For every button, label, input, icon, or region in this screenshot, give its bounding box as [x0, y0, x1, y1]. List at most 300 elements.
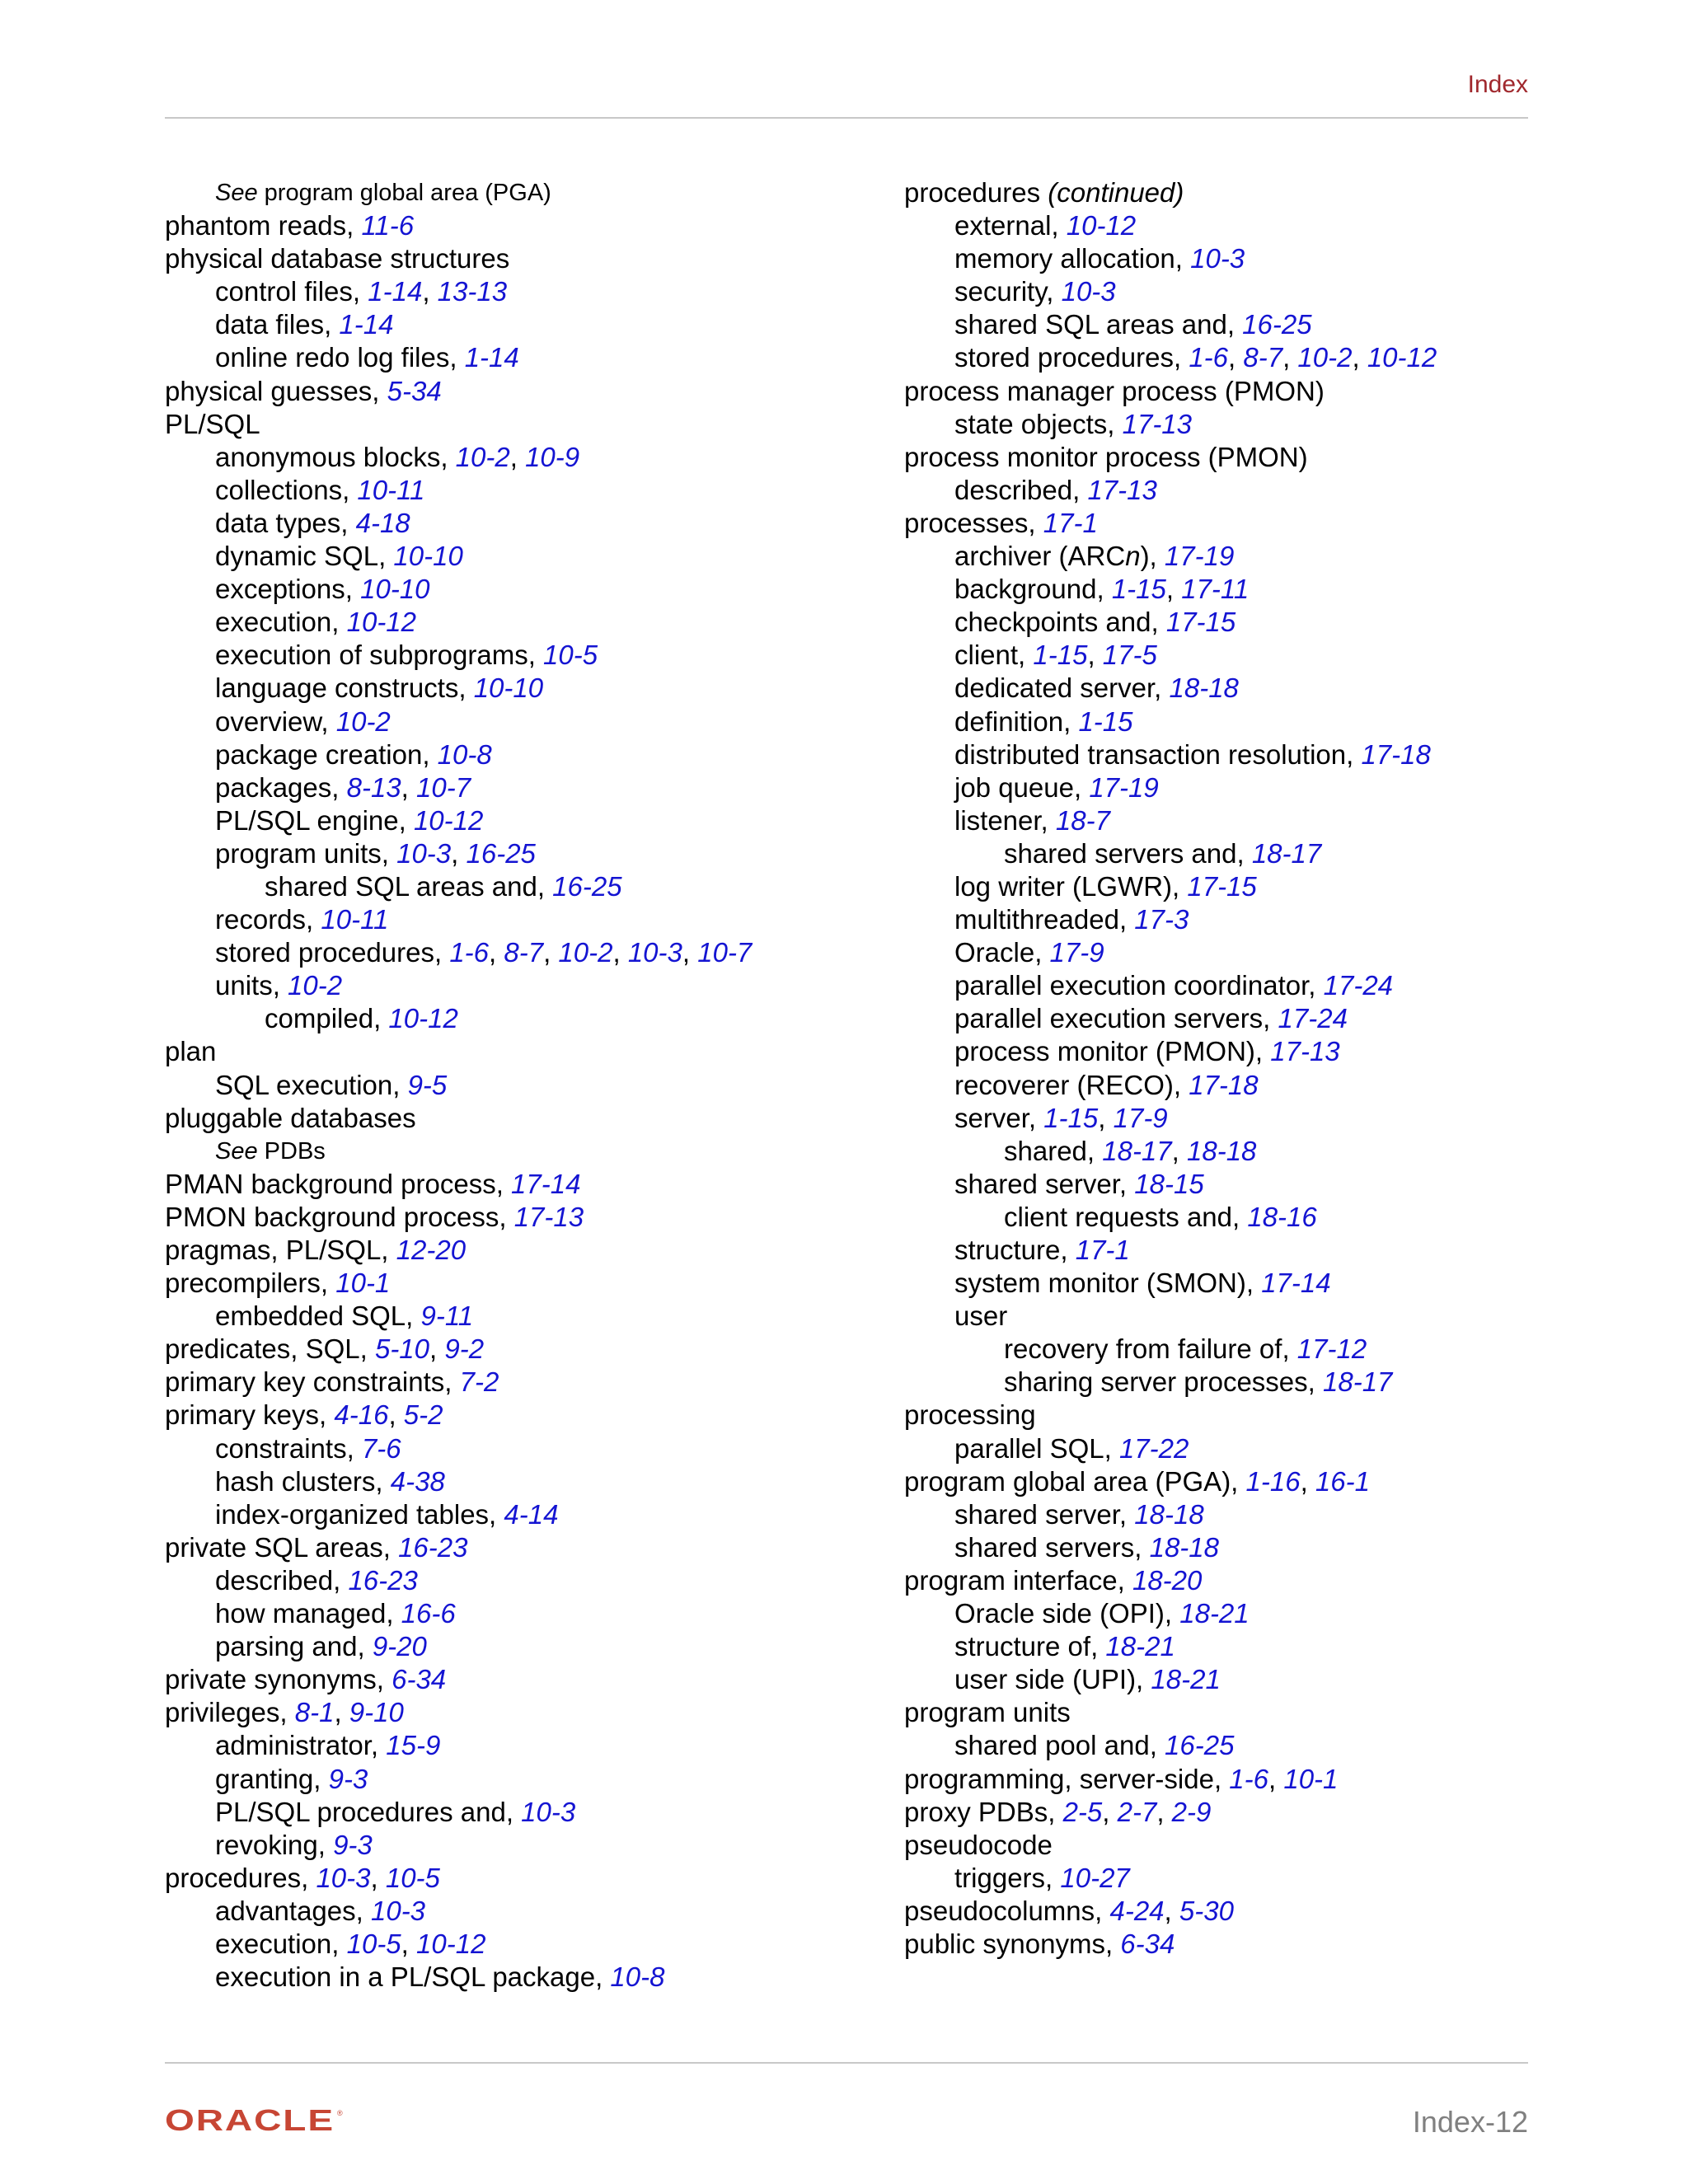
page-ref-link[interactable]: 18-18 [1149, 1531, 1219, 1563]
page-ref-link[interactable]: 1-15 [1078, 705, 1133, 737]
page-ref-link[interactable]: 18-20 [1132, 1564, 1203, 1596]
page-ref-link[interactable]: 16-6 [401, 1598, 456, 1629]
index-entry [165, 1531, 841, 1564]
page-ref-link[interactable]: 18-17 [1102, 1135, 1172, 1166]
page-ref-link[interactable]: 18-16 [1247, 1201, 1317, 1232]
index-subentry [904, 870, 1564, 903]
page-ref-link[interactable]: 10-5 [385, 1862, 440, 1893]
index-entry [165, 1663, 841, 1696]
index-subentry [904, 837, 1564, 870]
ref-separator: , [401, 1928, 417, 1959]
page-ref-link[interactable]: 2-5 [1062, 1796, 1103, 1827]
index-entry [904, 507, 1564, 540]
index-subentry [904, 1531, 1564, 1564]
entry-term: SQL execution, [215, 1069, 408, 1100]
page-ref-link[interactable]: 17-19 [1164, 541, 1235, 572]
entry-term: recovery from failure of, [1004, 1333, 1297, 1365]
entry-term: stored procedures, [215, 937, 450, 968]
page-ref-link[interactable]: 10-2 [1297, 342, 1353, 373]
index-subentry [904, 771, 1564, 804]
page-ref-link[interactable]: 10-12 [416, 1928, 486, 1959]
index-entry [165, 1399, 841, 1432]
page-ref-link[interactable]: 10-12 [413, 804, 484, 836]
page-ref-link[interactable]: 10-1 [335, 1268, 391, 1299]
page-ref-link[interactable]: 5-10 [374, 1333, 430, 1365]
page-ref-link[interactable]: 18-18 [1169, 673, 1239, 704]
page-ref-link[interactable]: 2-7 [1117, 1796, 1157, 1827]
index-entry [165, 1696, 841, 1729]
entry-term: overview, [215, 705, 336, 737]
index-subentry [904, 1300, 1564, 1333]
index-entry [904, 176, 1564, 209]
page-ref-link[interactable]: 10-12 [388, 1003, 458, 1034]
page-ref-link[interactable]: 1-6 [449, 937, 490, 968]
page-ref-link[interactable]: 16-23 [348, 1564, 418, 1596]
index-subentry [904, 1630, 1564, 1663]
index-entry [165, 408, 841, 441]
page-ref-link[interactable]: 17-13 [1122, 408, 1193, 439]
page-ref-link[interactable]: 4-24 [1109, 1895, 1165, 1926]
entry-term: exceptions, [215, 574, 361, 605]
index-subentry [904, 408, 1564, 441]
index-column-right [904, 176, 1564, 1961]
index-subentry [165, 1465, 841, 1498]
page-ref-link[interactable]: 10-3 [370, 1895, 426, 1926]
index-subentry [904, 573, 1564, 606]
index-entry [165, 1102, 841, 1135]
page-ref-link[interactable]: 10-9 [525, 441, 580, 472]
index-subentry [165, 1498, 841, 1531]
entry-term: private SQL areas, [165, 1531, 399, 1563]
entry-term: multithreaded, [954, 904, 1135, 935]
page-ref-link[interactable]: 18-7 [1055, 804, 1110, 836]
ref-separator: , [612, 937, 628, 968]
page-ref-link[interactable]: 17-9 [1049, 937, 1104, 968]
page-ref-link[interactable]: 10-10 [473, 673, 544, 704]
entry-term: PL/SQL engine, [215, 804, 414, 836]
index-entry [165, 1035, 841, 1068]
entry-term: shared SQL areas and, [954, 309, 1243, 340]
page-ref-link[interactable]: 10-3 [1190, 243, 1245, 274]
page-ref-link[interactable]: 17-11 [1181, 574, 1250, 605]
page-ref-link[interactable]: 9-20 [372, 1631, 427, 1662]
entry-term: pluggable databases [165, 1102, 416, 1133]
page-ref-link[interactable]: 10-11 [357, 474, 425, 505]
ref-separator: , [1102, 1796, 1118, 1827]
page-ref-link[interactable]: 17-24 [1278, 1003, 1348, 1034]
index-subentry [904, 1035, 1564, 1068]
page-ref-link[interactable]: 18-21 [1105, 1631, 1175, 1662]
index-subentry [904, 1002, 1564, 1035]
page-ref-link[interactable]: 10-12 [346, 607, 417, 638]
ref-separator: , [489, 937, 504, 968]
index-entry [904, 1928, 1564, 1961]
page-ref-link[interactable]: 10-7 [697, 937, 753, 968]
entry-term: state objects, [954, 408, 1123, 439]
entry-term: job queue, [954, 771, 1090, 803]
entry-term: execution, [215, 607, 347, 638]
oracle-logo [165, 2106, 346, 2135]
index-subentry [904, 1597, 1564, 1630]
ref-separator: , [451, 837, 467, 869]
page-ref-link[interactable]: 17-1 [1043, 507, 1098, 538]
index-subentry [904, 1498, 1564, 1531]
entry-term: privileges, [165, 1697, 295, 1728]
page-ref-link[interactable]: 1-14 [464, 342, 519, 373]
entry-term: stored procedures, [954, 342, 1189, 373]
page-ref-link[interactable]: 6-34 [392, 1664, 447, 1695]
page-ref-link[interactable]: 17-14 [511, 1168, 581, 1199]
page-ref-link[interactable]: 18-17 [1251, 837, 1322, 869]
page-ref-link[interactable]: 5-34 [387, 375, 442, 406]
entry-term: compiled, [265, 1003, 389, 1034]
index-subentry [165, 705, 841, 738]
index-subentry [165, 870, 841, 903]
ref-separator: , [509, 441, 526, 472]
index-entry [904, 1696, 1564, 1729]
page-ref-link[interactable]: 9-5 [407, 1069, 448, 1100]
entry-term: shared pool and, [954, 1730, 1165, 1761]
page-ref-link[interactable]: 18-21 [1151, 1664, 1221, 1695]
page-ref-link[interactable]: 10-12 [1066, 210, 1137, 241]
entry-term: Oracle, [954, 937, 1050, 968]
index-subentry [904, 804, 1564, 837]
ref-separator: , [1165, 574, 1182, 605]
page-ref-link[interactable]: 9-10 [349, 1697, 404, 1728]
svg-text:ORACLE: ORACLE [165, 2106, 335, 2135]
index-subentry [165, 1829, 841, 1862]
entry-term: shared SQL areas and, [265, 870, 553, 902]
entry-term: pseudocode [904, 1829, 1053, 1860]
index-subentry [165, 1564, 841, 1597]
page-ref-link[interactable]: 10-3 [396, 837, 452, 869]
index-subentry [904, 1862, 1564, 1895]
index-entry [165, 209, 841, 242]
page-ref-link[interactable]: 8-7 [504, 937, 544, 968]
entry-term: proxy PDBs, [904, 1796, 1063, 1827]
page-ref-link[interactable]: 8-7 [1243, 342, 1283, 373]
page-ref-link[interactable]: 4-38 [390, 1465, 445, 1497]
entry-term: data types, [215, 507, 356, 538]
index-entry [904, 1796, 1564, 1829]
index-subentry [904, 1168, 1564, 1201]
entry-term: language constructs, [215, 673, 474, 704]
entry-term: user [954, 1301, 1008, 1332]
page-ref-link[interactable]: 10-5 [346, 1928, 401, 1959]
entry-term: recoverer (RECO), [954, 1069, 1189, 1100]
index-subentry [904, 1267, 1564, 1300]
entry-term: sharing server processes, [1004, 1366, 1323, 1398]
page-ref-link[interactable]: 17-24 [1323, 970, 1394, 1001]
index-entry [165, 1862, 841, 1895]
page-ref-link[interactable]: 1-14 [368, 276, 423, 307]
page-ref-link[interactable]: 10-2 [558, 937, 613, 968]
page-ref-link[interactable]: 10-3 [316, 1862, 371, 1893]
ref-separator: , [1268, 1763, 1284, 1794]
entry-term: described, [954, 474, 1088, 505]
page-ref-link[interactable]: 6-34 [1120, 1928, 1175, 1959]
entry-term: records, [215, 904, 321, 935]
index-entry [165, 1267, 841, 1300]
entry-term: execution of subprograms, [215, 640, 544, 671]
entry-term: procedures, [165, 1862, 316, 1893]
index-column-left [165, 176, 841, 1994]
page-ref-link[interactable]: 7-2 [459, 1366, 499, 1398]
index-subentry [165, 1432, 841, 1465]
page-ref-link[interactable]: 17-3 [1134, 904, 1189, 935]
entry-term: revoking, [215, 1829, 334, 1860]
page-ref-link[interactable]: 1-15 [1033, 640, 1088, 671]
entry-term: PMON background process, [165, 1201, 514, 1232]
index-subentry [165, 1135, 841, 1168]
entry-term: dynamic SQL, [215, 541, 394, 572]
page-ref-link[interactable]: 1-6 [1189, 342, 1229, 373]
ref-separator: , [1098, 1102, 1114, 1133]
entry-term: packages, [215, 771, 347, 803]
page-ref-link[interactable]: 10-2 [455, 441, 510, 472]
entry-term-italic: n [1125, 541, 1141, 572]
page-ref-link[interactable]: 17-12 [1296, 1333, 1367, 1365]
index-subentry [165, 1796, 841, 1829]
page-ref-link[interactable]: 2-9 [1171, 1796, 1212, 1827]
index-subentry [904, 738, 1564, 771]
page-ref-link[interactable]: 1-16 [1245, 1465, 1301, 1497]
page-ref-link[interactable]: 17-15 [1165, 607, 1236, 638]
ref-separator: , [682, 937, 698, 968]
index-entry [165, 375, 841, 408]
page-ref-link[interactable]: 10-8 [437, 738, 492, 770]
page-ref-link[interactable]: 16-25 [1165, 1730, 1235, 1761]
page-ref-link[interactable]: 17-13 [513, 1201, 584, 1232]
index-subentry [165, 441, 841, 474]
page-ref-link[interactable]: 18-18 [1134, 1498, 1204, 1530]
page-ref-link[interactable]: 8-13 [346, 771, 401, 803]
index-subentry [904, 969, 1564, 1002]
entry-term: user side (UPI), [954, 1664, 1151, 1695]
entry-term: memory allocation, [954, 243, 1191, 274]
entry-term: anonymous blocks, [215, 441, 456, 472]
index-subentry [904, 1663, 1564, 1696]
page-ref-link[interactable]: 4-16 [334, 1399, 389, 1431]
index-subentry [165, 1630, 841, 1663]
entry-term: security, [954, 276, 1062, 307]
entry-term: constraints, [215, 1432, 362, 1464]
entry-term: shared server, [954, 1168, 1135, 1199]
page-ref-link[interactable]: 16-25 [552, 870, 622, 902]
page-ref-link[interactable]: 11-6 [361, 210, 415, 241]
page-ref-link[interactable]: 16-25 [466, 837, 536, 869]
entry-term: processing [904, 1399, 1036, 1431]
index-subentry [904, 1333, 1564, 1366]
index-subentry [165, 341, 841, 374]
index-subentry [165, 507, 841, 540]
index-subentry [165, 1300, 841, 1333]
page-ref-link[interactable]: 10-12 [1367, 342, 1437, 373]
index-subentry [904, 275, 1564, 308]
entry-term: predicates, SQL, [165, 1333, 375, 1365]
index-subentry [904, 242, 1564, 275]
page-ref-link[interactable]: 17-5 [1102, 640, 1157, 671]
index-entry [165, 1234, 841, 1267]
page-ref-link[interactable]: 9-3 [333, 1829, 373, 1860]
page-ref-link[interactable]: 4-18 [355, 507, 410, 538]
entry-term: parallel execution servers, [954, 1003, 1278, 1034]
page-ref-link[interactable]: 10-3 [521, 1796, 576, 1827]
page-ref-link[interactable]: 17-9 [1113, 1102, 1168, 1133]
page-ref-link[interactable]: 18-21 [1179, 1598, 1250, 1629]
page-ref-link[interactable]: 17-14 [1261, 1268, 1331, 1299]
index-subentry [165, 771, 841, 804]
entry-term: described, [215, 1564, 349, 1596]
index-subentry [904, 1069, 1564, 1102]
page-ref-link[interactable]: 4-14 [504, 1498, 559, 1530]
page-ref-link[interactable]: 10-10 [360, 574, 430, 605]
continued-label: (continued) [1048, 177, 1184, 208]
index-entry [165, 1366, 841, 1399]
page-ref-link[interactable]: 10-11 [321, 904, 389, 935]
index-subentry [904, 936, 1564, 969]
page-ref-link[interactable]: 13-13 [437, 276, 508, 307]
entry-term: process monitor (PMON), [954, 1036, 1271, 1067]
page-ref-link[interactable]: 16-25 [1242, 309, 1312, 340]
page-ref-link[interactable]: 7-6 [361, 1432, 401, 1464]
index-subentry [165, 1895, 841, 1928]
entry-term: execution in a PL/SQL package, [215, 1961, 611, 1993]
index-subentry [165, 738, 841, 771]
index-subentry [165, 1928, 841, 1961]
index-subentry [904, 1201, 1564, 1234]
ref-separator: , [1282, 342, 1298, 373]
index-subentry [165, 804, 841, 837]
entry-term: embedded SQL, [215, 1301, 421, 1332]
index-subentry [904, 1432, 1564, 1465]
entry-term: log writer (LGWR), [954, 870, 1188, 902]
entry-term: execution, [215, 1928, 347, 1959]
entry-term: index-organized tables, [215, 1498, 504, 1530]
entry-term: pragmas, PL/SQL, [165, 1235, 396, 1265]
page-ref-link[interactable]: 12-20 [396, 1235, 467, 1265]
entry-term: distributed transaction resolution, [954, 738, 1362, 770]
page-ref-link[interactable]: 10-3 [627, 937, 682, 968]
entry-term: shared servers, [954, 1531, 1150, 1563]
ref-separator: , [543, 937, 559, 968]
index-entry [904, 1763, 1564, 1796]
page-ref-link[interactable]: 10-2 [288, 970, 343, 1001]
page-ref-link[interactable]: 10-5 [543, 640, 598, 671]
page-ref-link[interactable]: 5-30 [1179, 1895, 1234, 1926]
ref-separator: , [1228, 342, 1244, 373]
page-ref-link[interactable]: 9-11 [420, 1301, 474, 1332]
index-entry [165, 1168, 841, 1201]
index-subentry [904, 606, 1564, 639]
entry-term: granting, [215, 1763, 329, 1794]
page-ref-link[interactable]: 17-18 [1189, 1069, 1259, 1100]
page-ref-link[interactable]: 10-8 [610, 1961, 665, 1993]
index-subentry [165, 639, 841, 672]
ref-separator: , [1164, 1895, 1179, 1926]
index-entry [904, 1465, 1564, 1498]
page-ref-link[interactable]: 17-1 [1075, 1235, 1130, 1265]
index-subentry [165, 969, 841, 1002]
page-ref-link[interactable]: 10-1 [1283, 1763, 1339, 1794]
entry-term: program global area (PGA), [904, 1465, 1246, 1497]
page-ref-link[interactable]: 18-18 [1187, 1135, 1257, 1166]
page-ref-link[interactable]: 1-14 [339, 309, 394, 340]
entry-term: shared servers and, [1004, 837, 1252, 869]
entry-term: parsing and, [215, 1631, 373, 1662]
page-ref-link[interactable]: 10-3 [1061, 276, 1116, 307]
page-ref-link[interactable]: 9-3 [328, 1763, 368, 1794]
index-subentry [904, 308, 1564, 341]
index-entry [904, 1399, 1564, 1432]
page-ref-link[interactable]: 10-27 [1060, 1862, 1130, 1893]
entry-term: structure, [954, 1235, 1076, 1265]
entry-term: data files, [215, 309, 340, 340]
entry-term: phantom reads, [165, 210, 362, 241]
page-ref-link[interactable]: 1-6 [1229, 1763, 1268, 1794]
entry-term: procedures [904, 177, 1048, 208]
index-entry [165, 242, 841, 275]
index-subentry [165, 573, 841, 606]
footer-divider [165, 2062, 1528, 2064]
svg-text:®: ® [337, 2109, 343, 2117]
page-ref-link[interactable]: 17-15 [1187, 870, 1257, 902]
index-entry [904, 441, 1564, 474]
entry-term: definition, [954, 705, 1079, 737]
header-divider [165, 117, 1528, 119]
index-entry [165, 1201, 841, 1234]
page-ref-link[interactable]: 5-2 [403, 1399, 443, 1431]
page-ref-link[interactable]: 16-23 [398, 1531, 468, 1563]
page-ref-link[interactable]: 1-15 [1111, 574, 1166, 605]
index-subentry [165, 837, 841, 870]
page-ref-link[interactable]: 17-13 [1087, 474, 1157, 505]
page-ref-link[interactable]: 16-1 [1315, 1465, 1370, 1497]
page-ref-link[interactable]: 17-18 [1361, 738, 1431, 770]
page-ref-link[interactable]: 10-10 [393, 541, 463, 572]
index-subentry [165, 936, 841, 969]
index-entry [904, 1829, 1564, 1862]
page-number: Index-12 [1412, 2105, 1528, 2139]
ref-separator: , [1352, 342, 1367, 373]
page-ref-link[interactable]: 10-7 [416, 771, 471, 803]
entry-term: private synonyms, [165, 1664, 392, 1695]
page-ref-link[interactable]: 15-9 [386, 1730, 441, 1761]
index-subentry [904, 540, 1564, 573]
ref-separator: , [422, 276, 438, 307]
page-ref-link[interactable]: 17-19 [1089, 771, 1159, 803]
see-label: See [215, 1137, 258, 1165]
ref-separator: , [1300, 1465, 1315, 1497]
index-entry [904, 1895, 1564, 1928]
page-ref-link[interactable]: 1-15 [1043, 1102, 1099, 1133]
page-ref-link[interactable]: 8-1 [294, 1697, 335, 1728]
entry-term: system monitor (SMON), [954, 1268, 1262, 1299]
page-ref-link[interactable]: 18-15 [1134, 1168, 1204, 1199]
page-ref-link[interactable]: 18-17 [1323, 1366, 1393, 1398]
index-entry [904, 375, 1564, 408]
page-ref-link[interactable]: 17-22 [1118, 1432, 1189, 1464]
page-ref-link[interactable]: 17-13 [1270, 1036, 1340, 1067]
entry-term: processes, [904, 507, 1043, 538]
entry-term: background, [954, 574, 1112, 605]
index-subentry [165, 903, 841, 936]
entry-term: server, [954, 1102, 1044, 1133]
page-ref-link[interactable]: 9-2 [444, 1333, 485, 1365]
running-header: Index [1467, 71, 1528, 98]
entry-term: parallel execution coordinator, [954, 970, 1324, 1001]
page-ref-link[interactable]: 10-2 [335, 705, 391, 737]
